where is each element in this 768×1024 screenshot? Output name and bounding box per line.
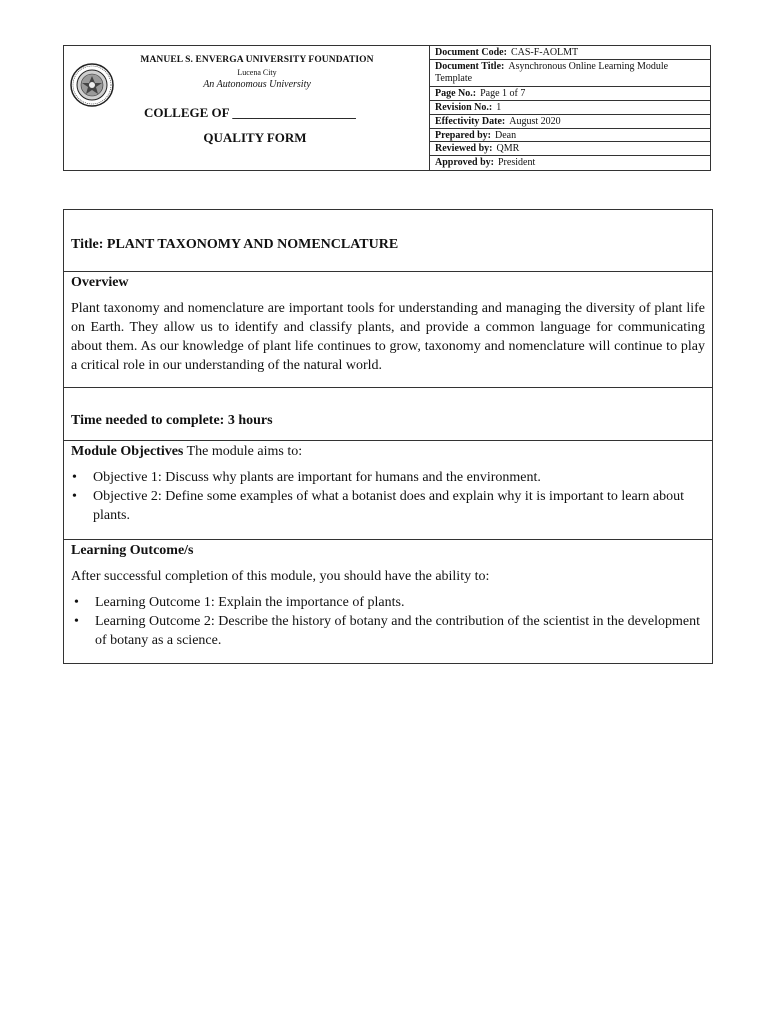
meta-value: President	[498, 157, 536, 169]
meta-label: Reviewed by:	[435, 143, 493, 155]
university-city: Lucena City	[237, 68, 277, 77]
meta-label: Prepared by:	[435, 129, 492, 141]
meta-value: Page 1 of 7	[480, 88, 526, 100]
meta-effectivity-date	[430, 115, 710, 129]
quality-form-header	[63, 45, 711, 171]
meta-document-code	[430, 46, 710, 60]
outcomes-section	[64, 540, 712, 663]
college-line: COLLEGE OF ___________________	[144, 105, 356, 120]
meta-label: Page No.:	[435, 88, 477, 100]
meta-prepared-by	[430, 129, 710, 143]
quality-form-label: QUALITY FORM	[203, 130, 307, 145]
outcomes-intro: After successful completion of this module, you should have the ability to:	[71, 569, 490, 584]
meta-value: 1	[496, 102, 502, 114]
university-name: MANUEL S. ENVERGA UNIVERSITY FOUNDATION	[140, 55, 374, 65]
outcomes-list	[71, 593, 705, 650]
meta-label: Revision No.:	[435, 102, 493, 114]
meta-page-no	[430, 87, 710, 101]
meta-document-title	[430, 60, 710, 88]
list-item: • Learning Outcome 2: Describe the history of botany and the contribution of the scientist in the development of botany as a science.	[71, 612, 705, 650]
module-table	[63, 209, 713, 664]
document-meta-table	[430, 46, 710, 170]
meta-value: CAS-F-AOLMT	[510, 47, 579, 58]
overview-heading: Overview	[71, 275, 129, 290]
meta-value: QMR	[496, 143, 520, 155]
overview-text: Plant taxonomy and nomenclature are important tools for understanding and managing the diversity of plant life on Earth. They allow us to identify and classify plants, and provide a common language for communicating about them. As our knowledge of plant life continues to grow, taxonomy and nomenclature will continue to play a critical role in our understanding of the natural world.	[71, 301, 705, 373]
meta-value: Asynchronous Online Learning Module Template	[435, 60, 669, 84]
list-item: • Objective 1: Discuss why plants are important for humans and the environment.	[71, 468, 705, 487]
university-block	[64, 46, 430, 170]
meta-label: Approved by:	[435, 157, 494, 169]
objectives-list	[71, 468, 705, 525]
objectives-header-line	[71, 443, 705, 461]
objectives-intro: The module aims to:	[183, 444, 303, 459]
list-item: • Learning Outcome 1: Explain the importance of plants.	[71, 593, 705, 612]
university-seal-icon	[70, 63, 114, 107]
objectives-heading: Module Objectives	[71, 444, 184, 459]
meta-reviewed-by	[430, 142, 710, 156]
objectives-section	[64, 441, 712, 540]
meta-label: Effectivity Date:	[435, 115, 506, 127]
list-item: • Objective 2: Define some examples of what a botanist does and explain why it is important to learn about plants.	[71, 487, 705, 525]
meta-label: Document Title:	[435, 60, 505, 72]
meta-revision-no	[430, 101, 710, 115]
module-title: Title: PLANT TAXONOMY AND NOMENCLATURE	[64, 210, 712, 272]
meta-value: Dean	[495, 129, 517, 141]
time-needed: Time needed to complete: 3 hours	[64, 388, 712, 441]
university-tagline: An Autonomous University	[203, 79, 311, 90]
meta-approved-by	[430, 156, 710, 170]
overview-section	[64, 272, 712, 388]
meta-label: Document Code:	[435, 47, 507, 58]
meta-value: August 2020	[509, 115, 561, 127]
outcomes-heading: Learning Outcome/s	[71, 543, 194, 558]
